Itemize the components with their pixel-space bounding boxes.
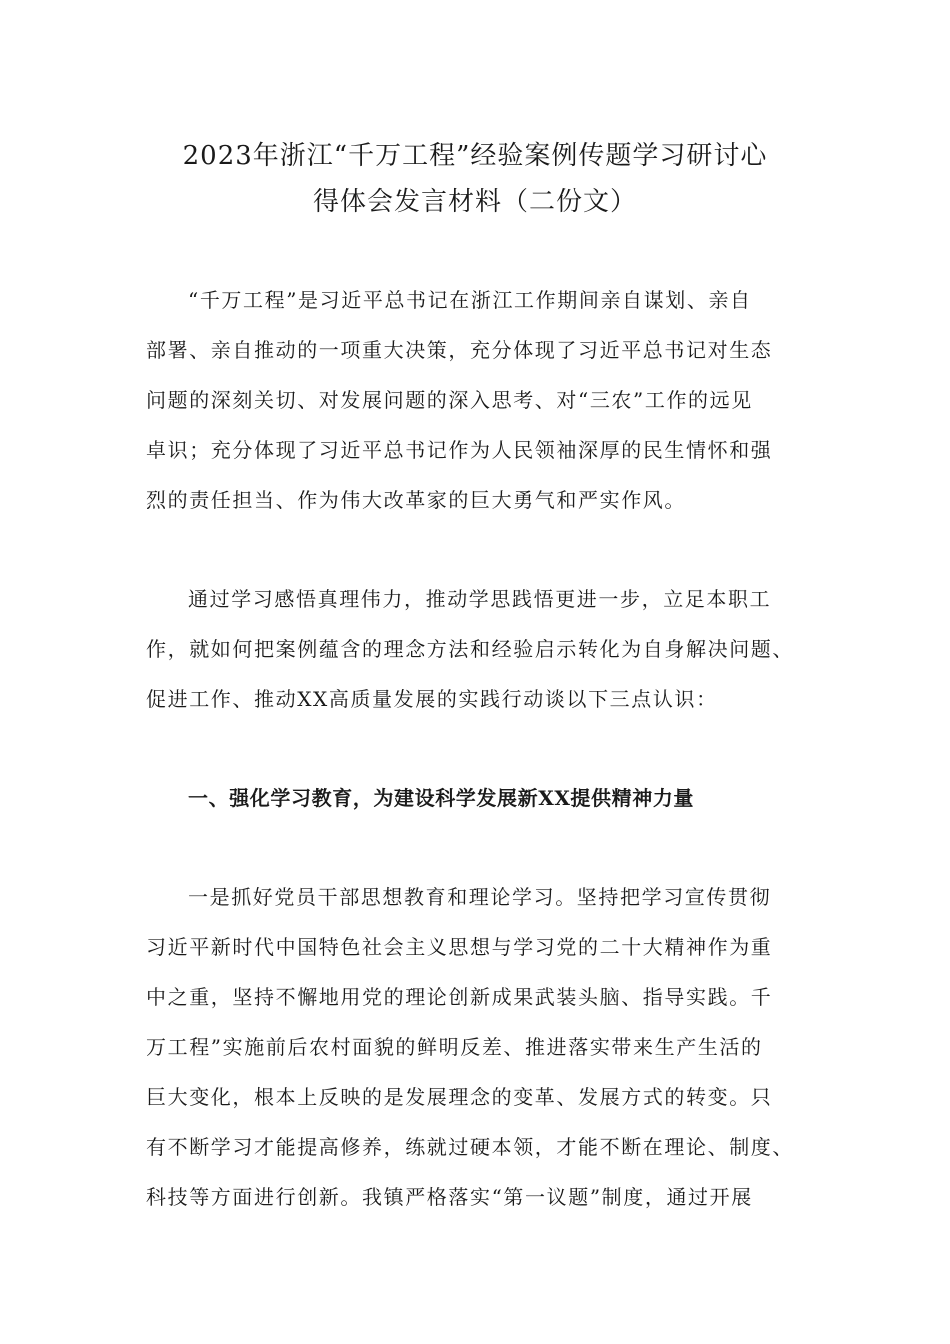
paragraph-3-line: 万工程”实施前后农村面貌的鲜明反差、推进落实带来生产生活的 bbox=[146, 1035, 763, 1059]
paragraph-1-line: “千万工程”是习近平总书记在浙江工作期间亲自谋划、亲自 bbox=[188, 288, 752, 312]
paragraph-3-line: 有不断学习才能提高修养，练就过硬本领，才能不断在理论、制度、 bbox=[146, 1135, 794, 1159]
paragraph-3-line: 科技等方面进行创新。我镇严格落实“第一议题”制度，通过开展 bbox=[146, 1185, 753, 1209]
paragraph-1-line: 烈的责任担当、作为伟大改革家的巨大勇气和严实作风。 bbox=[146, 488, 686, 512]
paragraph-2-line: 促进工作、推动XX高质量发展的实践行动谈以下三点认识： bbox=[146, 687, 718, 711]
paragraph-3-line: 一是抓好党员干部思想教育和理论学习。坚持把学习宣传贯彻 bbox=[188, 885, 772, 909]
title-line-1: 2023年浙江“千万工程”经验案例传题学习研讨心 bbox=[182, 141, 768, 171]
document-title bbox=[140, 133, 810, 225]
paragraph-1-line: 问题的深刻关切、对发展问题的深入思考、对“三农”工作的远见 bbox=[146, 388, 753, 412]
paragraph-1-line: 卓识；充分体现了习近平总书记作为人民领袖深厚的民生情怀和强 bbox=[146, 438, 773, 462]
paragraph-2-line: 作，就如何把案例蕴含的理念方法和经验启示转化为自身解决问题、 bbox=[146, 637, 794, 661]
paragraph-3-line: 巨大变化，根本上反映的是发展理念的变革、发展方式的转变。只 bbox=[146, 1085, 773, 1109]
paragraph-2-line: 通过学习感悟真理伟力，推动学思践悟更进一步，立足本职工 bbox=[188, 587, 772, 611]
title-line-2: 得体会发言材料（二份文） bbox=[312, 187, 637, 217]
paragraph-3-line: 习近平新时代中国特色社会主义思想与学习党的二十大精神作为重 bbox=[146, 935, 773, 959]
paragraph-3-line: 中之重，坚持不懈地用党的理论创新成果武装头脑、指导实践。千 bbox=[146, 985, 773, 1009]
section-heading: 一、强化学习教育，为建设科学发展新XX提供精神力量 bbox=[188, 786, 695, 810]
paragraph-1-line: 部署、亲自推动的一项重大决策，充分体现了习近平总书记对生态 bbox=[146, 338, 773, 362]
